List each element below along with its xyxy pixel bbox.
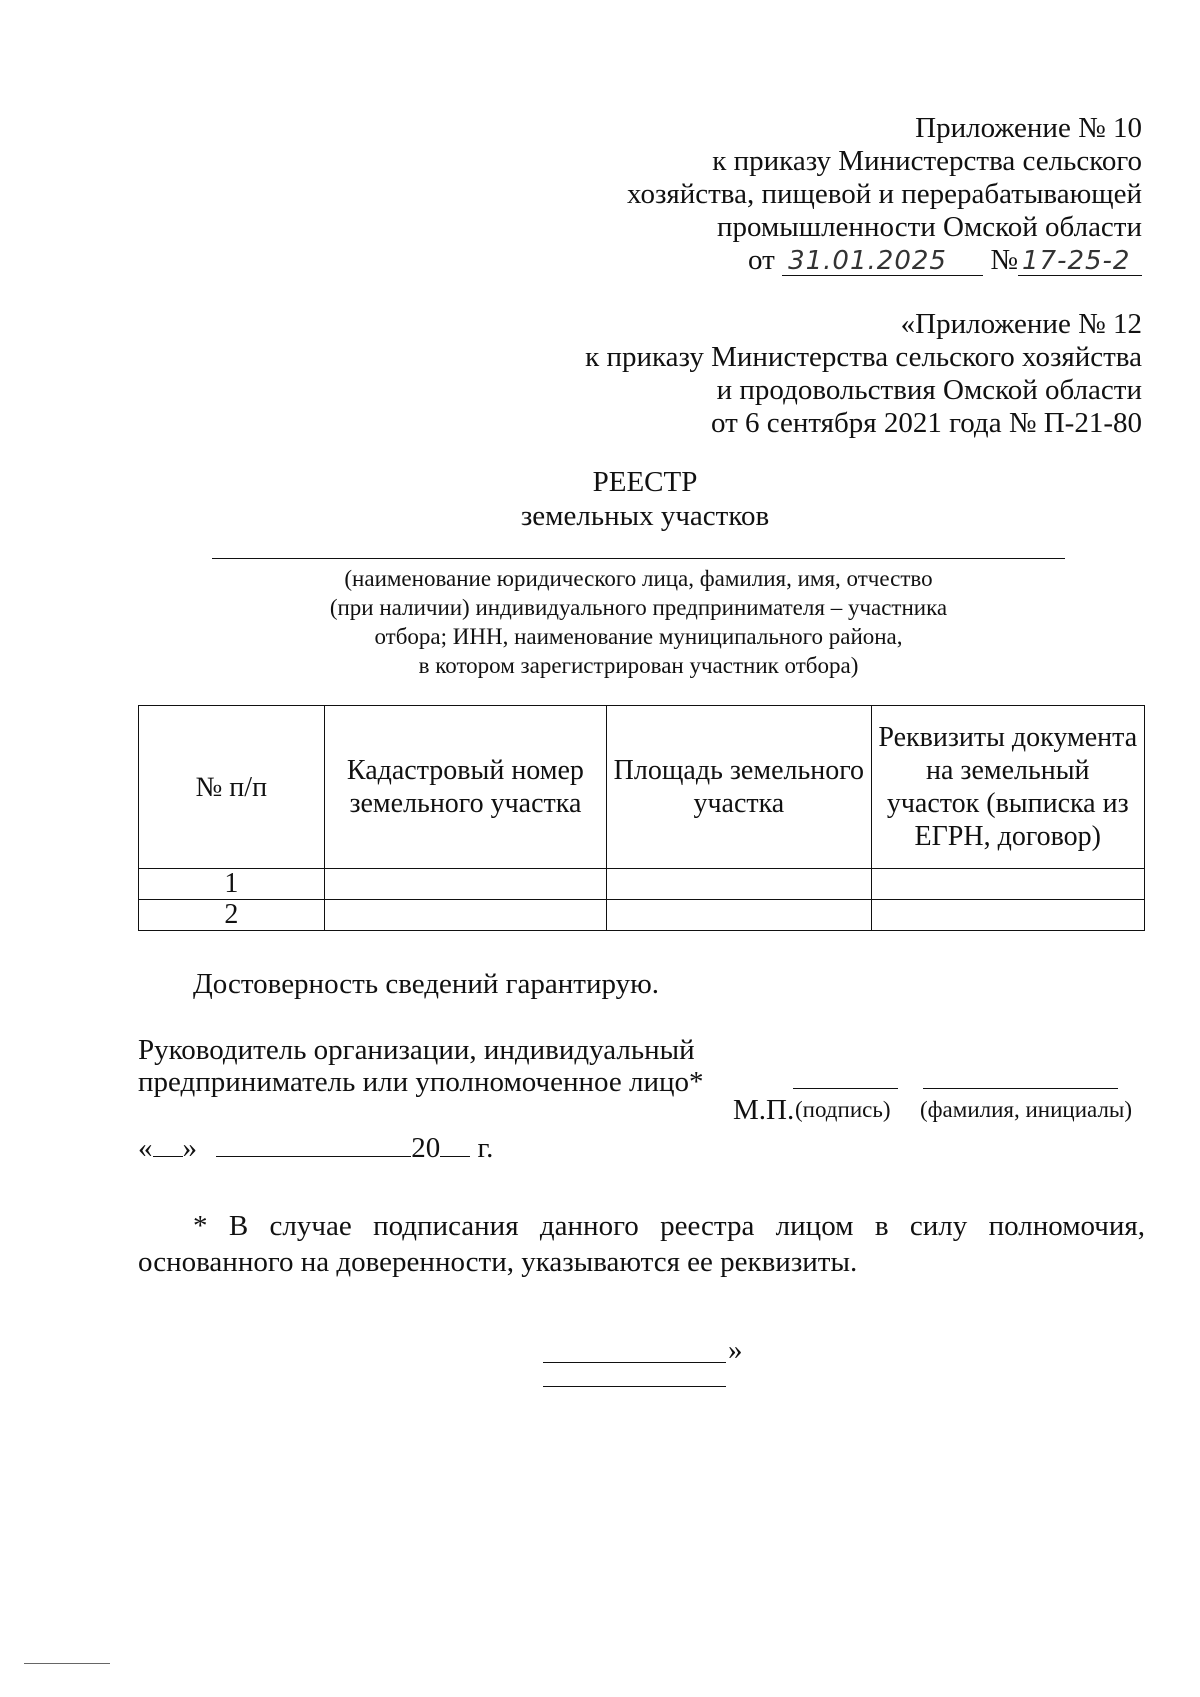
header-area: Площадь земельного участка: [607, 706, 871, 869]
table-row: [139, 869, 1145, 900]
month-blank: [216, 1132, 411, 1157]
footnote-line2: основанного на доверенности, указываются ее реквизиты.: [138, 1246, 858, 1278]
cell-document: [871, 900, 1144, 931]
signatory-line2: предприниматель или уполномоченное лицо*: [138, 1066, 704, 1098]
signature-line: [793, 1088, 898, 1089]
closing-quote: »: [728, 1334, 743, 1366]
header-cadastral: Кадастровый номер земельного участка: [324, 706, 607, 869]
annex-12-line2: к приказу Министерства сельского хозяйства: [585, 341, 1142, 373]
caption-line2: (при наличии) индивидуального предпринимателя – участника: [329, 595, 948, 620]
annex-10-line4: промышленности Омской области: [716, 211, 1142, 243]
day-blank: [153, 1132, 183, 1157]
land-plots-table: [138, 705, 1145, 931]
year-suffix: г.: [477, 1132, 494, 1164]
closing-line-2: [543, 1386, 726, 1387]
annex-12-line3: и продовольствия Омской области: [716, 374, 1142, 406]
handwritten-number: 17-25-2: [1018, 246, 1142, 276]
annex-10-line3: хозяйства, пищевой и перерабатывающей: [627, 178, 1142, 210]
number-prefix: №: [990, 244, 1018, 276]
cell-number: 2: [139, 900, 325, 931]
annex-10-date-number: [442, 244, 1142, 277]
year-blank: [440, 1132, 470, 1157]
caption-line1: (наименование юридического лица, фамилия, имя, отчество: [344, 566, 933, 591]
closing-line-1: [543, 1362, 726, 1363]
table-header-row: [139, 706, 1145, 869]
guarantee-statement: Достоверность сведений гарантирую.: [193, 968, 660, 1000]
caption-line3: отбора; ИНН, наименование муниципального района,: [374, 624, 903, 649]
cell-cadastral: [324, 869, 607, 900]
annex-10-line2: к приказу Министерства сельского: [712, 145, 1142, 177]
header-document: Реквизиты документа на земельный участок (выписка из ЕГРН, договор): [871, 706, 1144, 869]
footnote-line1: * В случае подписания данного реестра лицом в силу полномочия,: [193, 1210, 1145, 1242]
signing-date-line: [138, 1132, 493, 1165]
close-quote: »: [182, 1132, 197, 1164]
document-title: РЕЕСТР: [592, 466, 698, 498]
cell-cadastral: [324, 900, 607, 931]
document-subtitle: земельных участков: [520, 500, 770, 532]
applicant-caption: [212, 564, 1065, 680]
signatory-line1: Руководитель организации, индивидуальный: [138, 1034, 695, 1066]
applicant-fill-line: [212, 558, 1065, 559]
signature-label: (подпись): [795, 1097, 891, 1122]
caption-line4: в котором зарегистрирован участник отбора): [418, 653, 859, 678]
scan-mark: [24, 1663, 110, 1664]
handwritten-date: 31.01.2025: [782, 246, 983, 276]
annex-10-block: [442, 112, 1142, 277]
cell-area: [607, 869, 871, 900]
footnote: [138, 1208, 1145, 1280]
date-prefix: от: [748, 244, 775, 276]
cell-area: [607, 900, 871, 931]
name-label: (фамилия, инициалы): [920, 1097, 1133, 1122]
table-row: [139, 900, 1145, 931]
stamp-mark: М.П.: [733, 1094, 795, 1126]
cell-document: [871, 869, 1144, 900]
annex-12-block: [422, 308, 1142, 440]
annex-12-line4: от 6 сентября 2021 года № П-21-80: [710, 407, 1142, 439]
year-prefix: 20: [411, 1132, 441, 1164]
header-number: № п/п: [139, 706, 325, 869]
open-quote: «: [138, 1132, 153, 1164]
annex-10-title: Приложение № 10: [915, 112, 1142, 144]
name-line: [923, 1088, 1118, 1089]
cell-number: 1: [139, 869, 325, 900]
annex-12-title: «Приложение № 12: [900, 308, 1142, 340]
